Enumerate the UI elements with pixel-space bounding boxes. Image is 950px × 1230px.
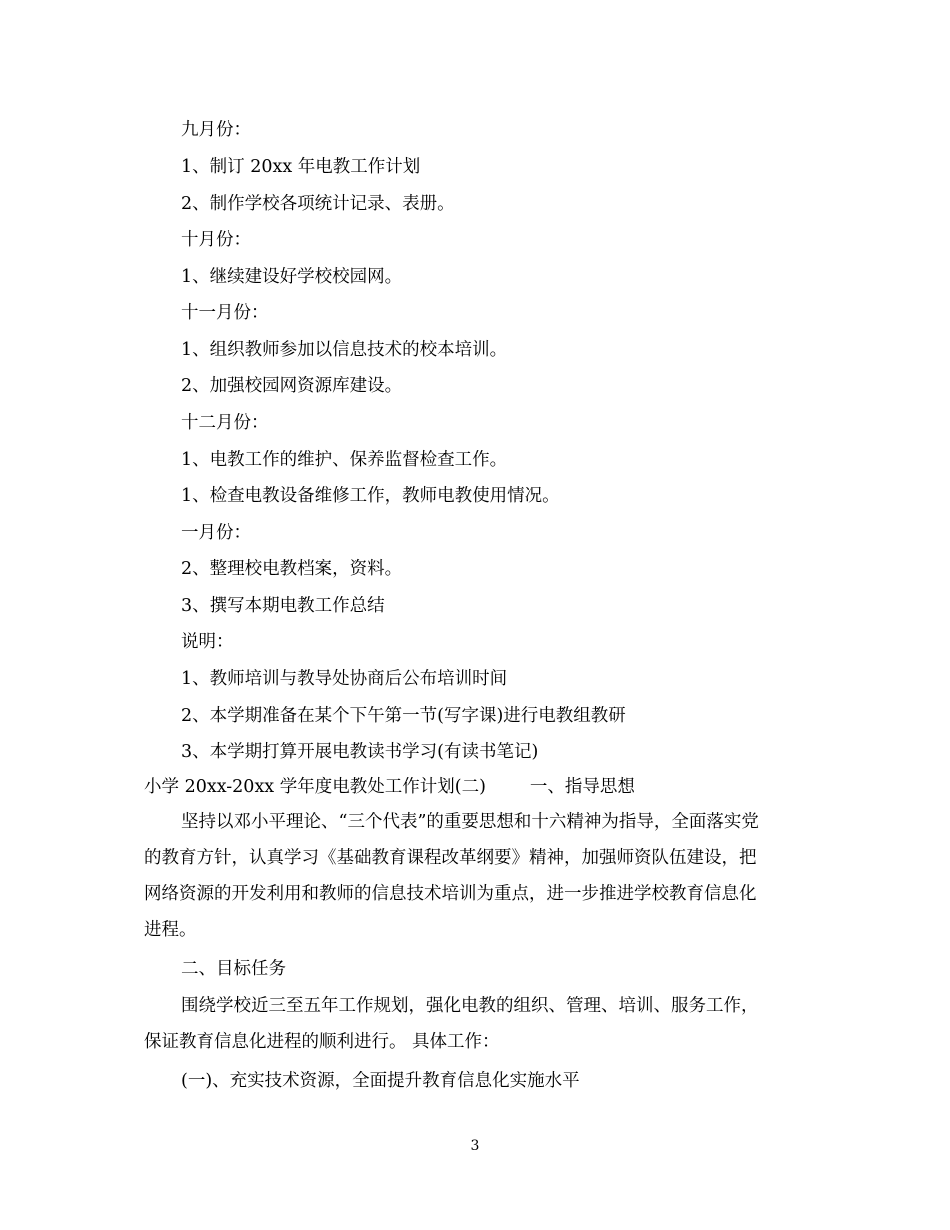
- section-heading: 二、目标任务: [181, 959, 286, 979]
- list-item: 1、教师培训与教导处协商后公布培训时间: [181, 669, 508, 689]
- month-heading-september: 九月份：: [181, 120, 251, 140]
- month-heading-january: 一月份：: [181, 523, 251, 543]
- month-heading-december: 十二月份：: [181, 413, 269, 433]
- list-item: 1、电教工作的维护、保养监督检查工作。: [181, 450, 508, 470]
- list-item: 1、继续建设好学校校园网。: [181, 267, 403, 287]
- paragraph-line: 网络资源的开发利用和教师的信息技术培训为重点，进一步推进学校教育信息化: [144, 884, 757, 904]
- list-item: 1、制订 20xx 年电教工作计划: [181, 157, 421, 177]
- title-line: [144, 775, 635, 799]
- list-item: 3、撰写本期电教工作总结: [181, 596, 385, 616]
- paragraph-line: 进程。: [144, 920, 197, 940]
- list-item: 1、检查电教设备维修工作，教师电教使用情况。: [181, 486, 560, 506]
- month-heading-november: 十一月份：: [181, 303, 269, 323]
- paragraph-line: 坚持以邓小平理论、“三个代表”的重要思想和十六精神为指导，全面落实党: [181, 812, 759, 832]
- subsection-heading: (一)、充实技术资源，全面提升教育信息化实施水平: [181, 1071, 580, 1091]
- list-item: 2、整理校电教档案，资料。: [181, 559, 403, 579]
- section-heading: 一、指导思想: [529, 777, 635, 797]
- month-heading-october: 十月份：: [181, 230, 251, 250]
- list-item: 1、组织教师参加以信息技术的校本培训。: [181, 340, 508, 360]
- page-number: 3: [470, 1138, 480, 1154]
- list-item: 2、本学期准备在某个下午第一节(写字课)进行电教组教研: [181, 706, 626, 726]
- paragraph-line: 围绕学校近三至五年工作规划，强化电教的组织、管理、培训、服务工作，: [181, 996, 759, 1016]
- notes-heading: 说明：: [181, 632, 234, 652]
- list-item: 2、加强校园网资源库建设。: [181, 376, 403, 396]
- list-item: 3、本学期打算开展电教读书学习(有读书笔记): [181, 742, 539, 762]
- paragraph-line: 保证教育信息化进程的顺利进行。 具体工作：: [144, 1032, 500, 1052]
- paragraph-line: 的教育方针，认真学习《基础教育课程改革纲要》精神，加强师资队伍建设，把: [144, 848, 757, 868]
- document-title: 小学 20xx-20xx 学年度电教处工作计划(二): [144, 777, 486, 797]
- list-item: 2、制作学校各项统计记录、表册。: [181, 194, 455, 214]
